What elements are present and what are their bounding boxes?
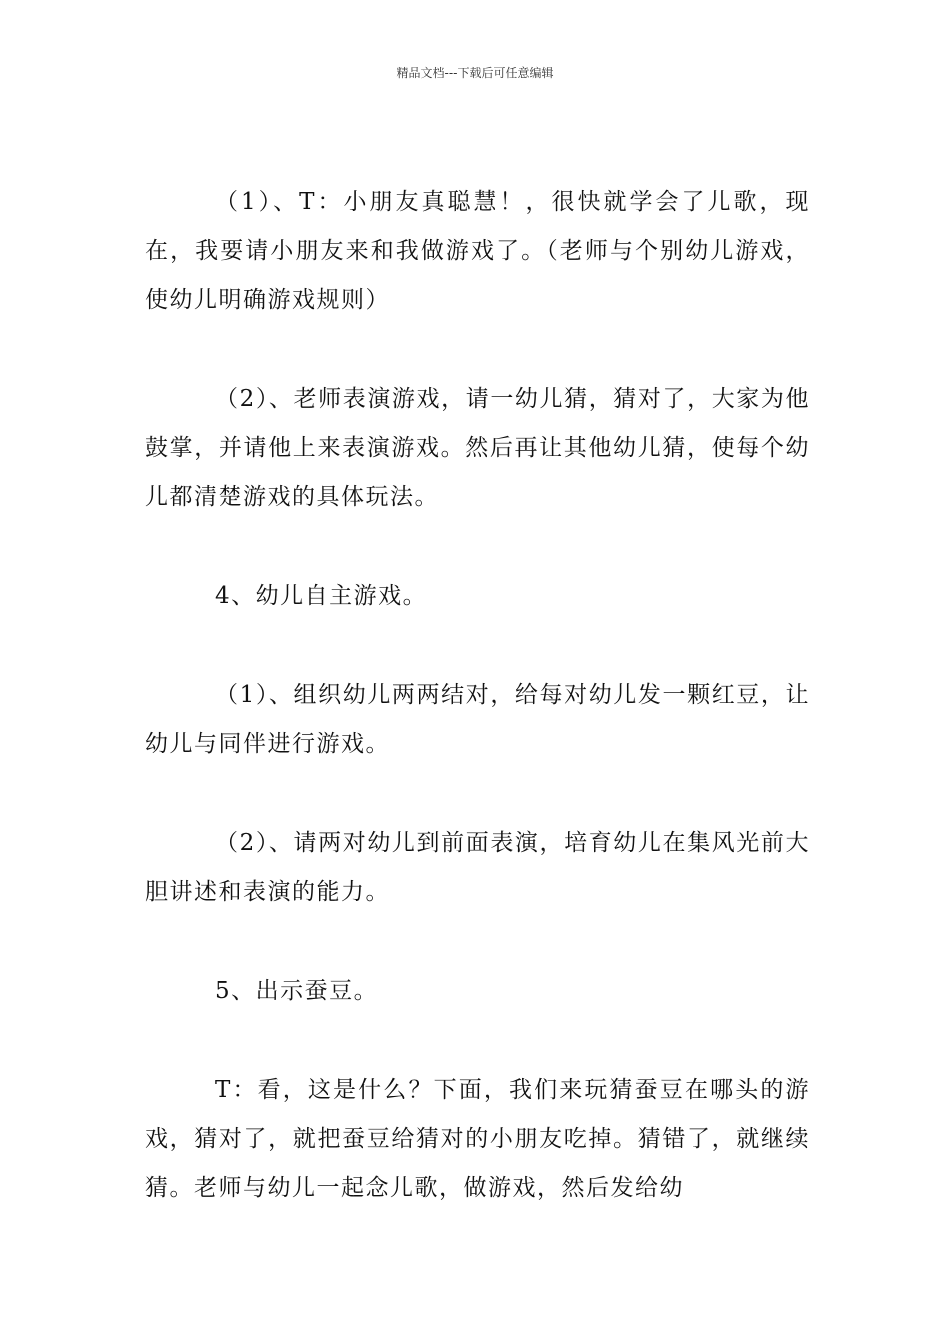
section-heading-broad-beans: 5、出示蚕豆。: [215, 978, 379, 1004]
paragraph-performance: （2）、请两对幼儿到前面表演，培育幼儿在集风光前大胆讲述和表演的能力。: [145, 830, 810, 905]
document-body: [145, 178, 810, 1213]
section-heading-free-play: 4、幼儿自主游戏。: [215, 583, 428, 609]
page-header: 精品文档---下载后可任意编辑: [396, 66, 554, 80]
paragraph-guessing-game: T：看，这是什么？下面，我们来玩猜蚕豆在哪头的游戏，猜对了，就把蚕豆给猜对的小朋友吃掉。猜错了，就继续猜。老师与幼儿一起念儿歌，做游戏，然后发给幼: [145, 1077, 810, 1201]
paragraph-pair-play: （1）、组织幼儿两两结对，给每对幼儿发一颗红豆，让幼儿与同伴进行游戏。: [145, 682, 810, 757]
paragraph-game-intro: （1）、T：小朋友真聪慧！，很快就学会了儿歌，现在，我要请小朋友来和我做游戏了。（老师与个别幼儿游戏，使幼儿明确游戏规则）: [145, 189, 810, 313]
paragraph-teacher-demo: （2）、老师表演游戏，请一幼儿猜，猜对了，大家为他鼓掌，并请他上来表演游戏。然后再让其他幼儿猜，使每个幼儿都清楚游戏的具体玩法。: [145, 386, 810, 510]
